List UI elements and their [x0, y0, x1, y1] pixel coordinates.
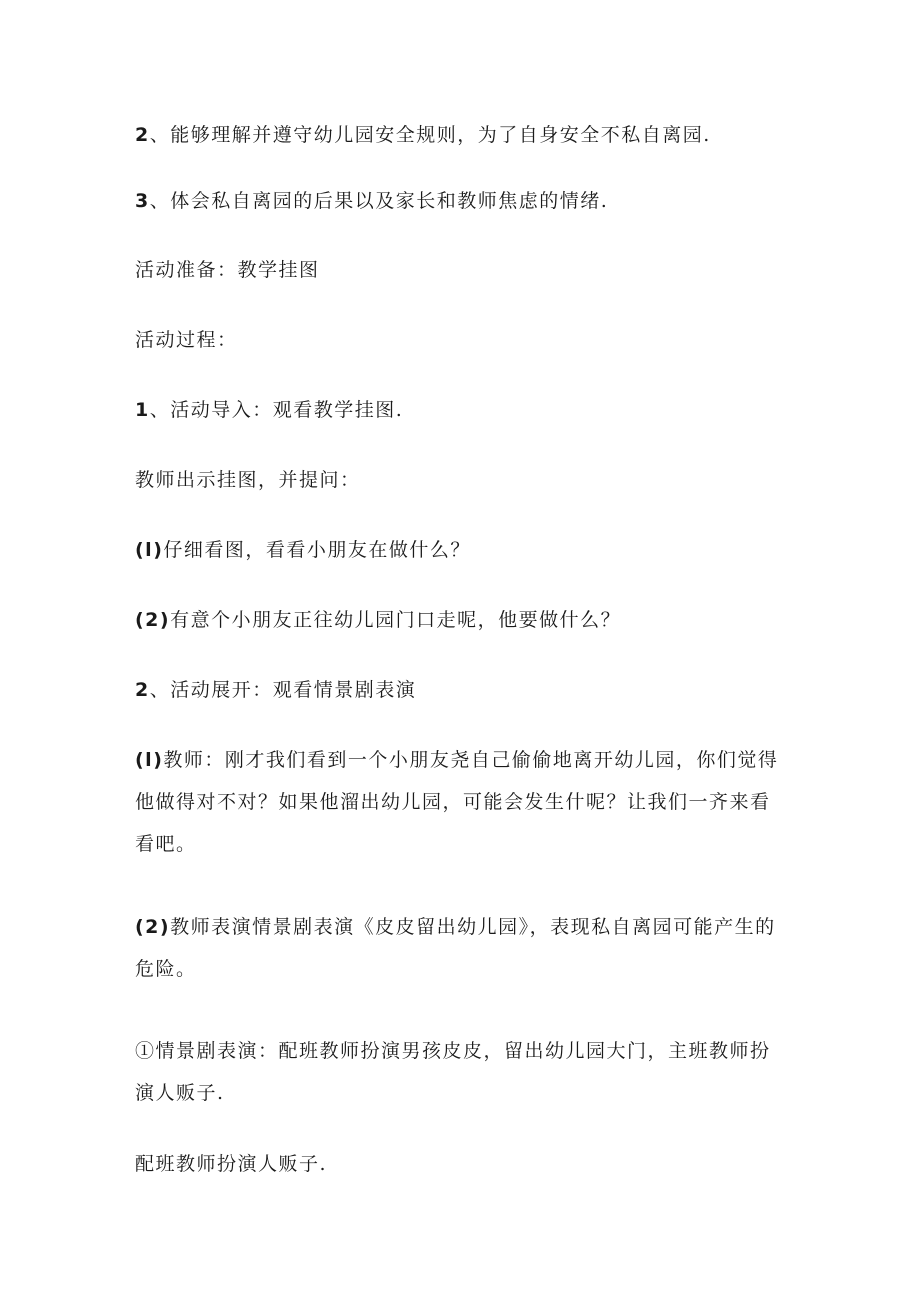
paragraph-text: 配班教师扮演人贩子.: [135, 1153, 328, 1175]
paragraph-teacher-performance: [135, 906, 785, 990]
paragraph-number: (2): [135, 609, 171, 631]
paragraph-scene-play: [135, 1030, 785, 1114]
paragraph-text: 、体会私自离园的后果以及家长和教师焦虑的情绪.: [149, 190, 609, 212]
paragraph-text: 、能够理解并遵守幼儿园安全规则，为了自身安全不私自离园.: [149, 124, 711, 146]
paragraph-text: 仔细看图，看看小朋友在做什么？: [163, 539, 471, 561]
paragraph-number: (l): [135, 539, 164, 561]
paragraph-text: 、活动导入：观看教学挂图.: [149, 399, 404, 421]
paragraph-number: 2: [135, 679, 150, 701]
paragraph-objective-3: [135, 180, 785, 222]
paragraph-number: 2: [135, 124, 150, 146]
paragraph-question-1: [135, 529, 785, 571]
paragraph-text: 教师：刚才我们看到一个小朋友尧自己偷偷地离开幼儿园，你们觉得他做得对不对？如果他溜出幼儿园，可能会发生什呢？让我们一齐来看看吧。: [135, 749, 779, 855]
paragraph-trafficker-role: [135, 1143, 785, 1185]
paragraph-teacher-shows: [135, 459, 785, 501]
paragraph-number: 1: [135, 399, 150, 421]
paragraph-text: 有意个小朋友正往幼儿园门口走呢，他要做什么？: [170, 609, 622, 631]
paragraph-step-1: [135, 389, 785, 431]
paragraph-text: 活动过程：: [135, 329, 238, 351]
paragraph-number: 3: [135, 190, 150, 212]
paragraph-number: (2): [135, 916, 171, 938]
paragraph-text: 教师出示挂图，并提问：: [135, 469, 361, 491]
paragraph-question-2: [135, 599, 785, 641]
paragraph-objective-2: [135, 114, 785, 156]
paragraph-preparation: [135, 249, 785, 291]
paragraph-step-2: [135, 669, 785, 711]
paragraph-teacher-dialogue: [135, 739, 785, 865]
paragraph-text: ①情景剧表演：配班教师扮演男孩皮皮，留出幼儿园大门，主班教师扮演人贩子.: [135, 1040, 771, 1104]
paragraph-text: 教师表演情景剧表演《皮皮留出幼儿园》，表现私自离园可能产生的危险。: [135, 916, 776, 980]
paragraph-text: 、活动展开：观看情景剧表演: [149, 679, 417, 701]
paragraph-process-heading: [135, 319, 785, 361]
paragraph-number: (l): [135, 749, 164, 771]
paragraph-text: 活动准备：教学挂图: [135, 259, 320, 281]
